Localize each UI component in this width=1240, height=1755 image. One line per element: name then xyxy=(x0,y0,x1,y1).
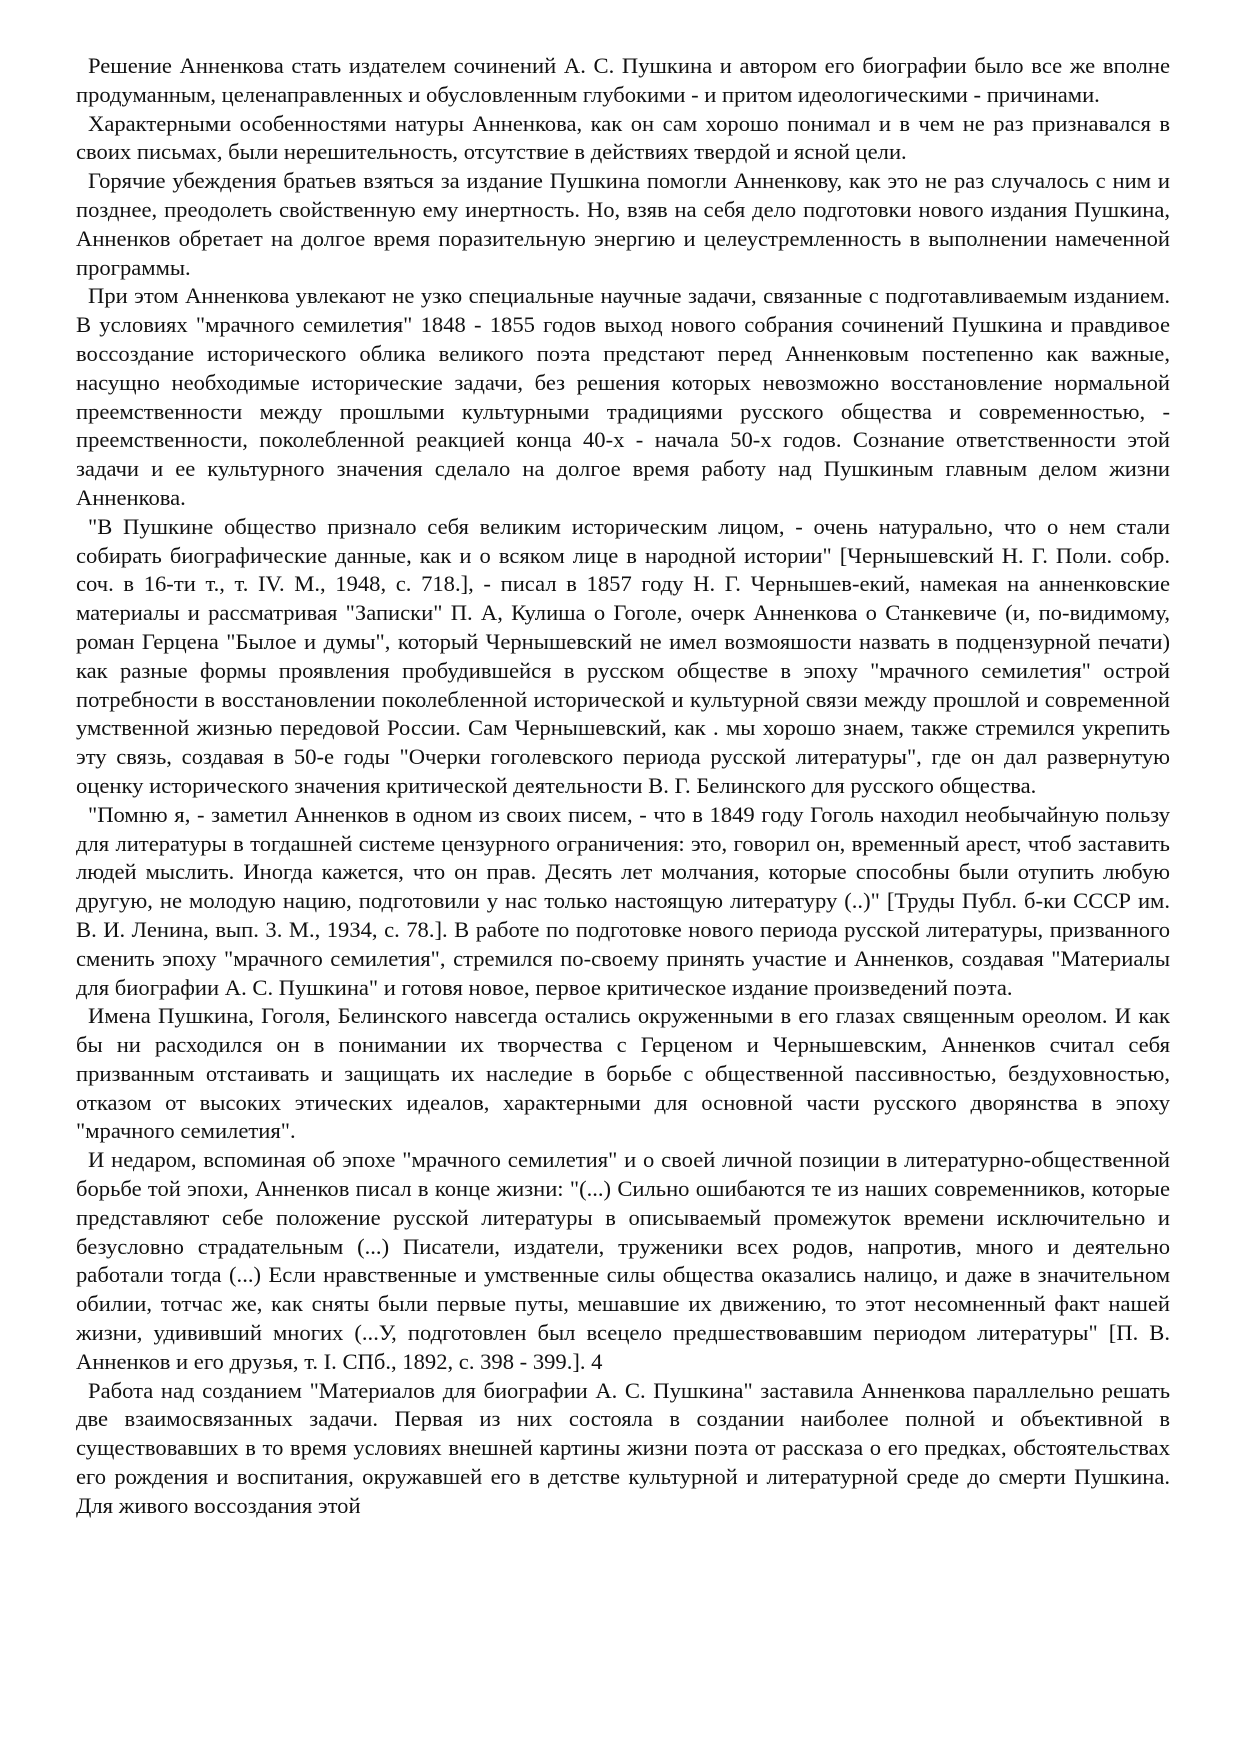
paragraph-7: Имена Пушкина, Гоголя, Белинского навсегда остались окруженными в его глазах священным ореолом. И как бы ни расходился он в понимании их творчества с Герценом и Чернышевским, Анненков считал себя призванным отстаивать и защищать их наследие в борьбе с общественной пассивностью, бездуховностью, отказом от высоких этических идеалов, характерными для основной части русского дворянства в эпоху "мрачного семилетия". xyxy=(76,1003,1170,1144)
paragraph-3: Горячие убеждения братьев взяться за издание Пушкина помогли Анненкову, как это не раз случалось с ним и позднее, преодолеть свойственную ему инертность. Но, взяв на себя дело подготовки нового издания Пушкина, Анненков обретает на долгое время поразительную энергию и целеустремленность в выполнении намеченной программы. xyxy=(76,168,1170,280)
paragraph-1: Решение Анненкова стать издателем сочинений А. С. Пушкина и автором его биографии было все же вполне продуманным, целенаправленных и обусловленным глубокими - и притом идеологическими - причинами. xyxy=(76,53,1170,107)
paragraph-5: "В Пушкине общество признало себя великим историческим лицом, - очень натурально, что о нем стали собирать биографические данные, как и о всяком лице в народной истории" [Чернышевский Н. Г. Поли. собр. соч. в 16-ти т., т. IV. М., 1948, с. 718.], - писал в 1857 году Н. Г. Чернышев-екий, намекая на анненковские материалы и рассматривая "Записки" П. А, Кулиша о Гоголе, очерк Анненкова о Станкевиче (и, по-видимому, роман Герцена "Былое и думы", который Чернышевский не имел возмояшости назвать в подцензурной печати) как разные формы проявления пробудившейся в русском обществе в эпоху "мрачного семилетия" острой потребности в восстановлении поколебленной исторической и культурной связи между прошлой и современной умственной жизнью передовой России. Сам Чернышевский, как . мы хорошо знаем, также стремился укрепить эту связь, создавая в 50-е годы "Очерки гоголевского периода русской литературы", где он дал развернутую оценку исторического значения критической деятельности В. Г. Белинского для русского общества. xyxy=(76,513,1170,798)
document-page xyxy=(76,52,1170,1521)
paragraph-2: Характерными особенностями натуры Анненкова, как он сам хорошо понимал и в чем не раз признавался в своих письмах, были нерешительность, отсутствие в действиях твердой и ясной цели. xyxy=(76,110,1170,165)
paragraph-6: "Помню я, - заметил Анненков в одном из своих писем, - что в 1849 году Гоголь находил необычайную пользу для литературы в тогдашней системе цензурного ограничения: это, говорил он, временный арест, чтоб заставить людей мыслить. Иногда кажется, что он прав. Десять лет молчания, которые способны были отупить любую другую, не молодую нацию, подготовили у нас только настоящую литературу (..)" [Труды Публ. б-ки СССР им. В. И. Ленина, вып. 3. М., 1934, с. 78.]. В работе по подготовке нового периода русской литературы, призванного сменить эпоху "мрачного семилетия", стремился по-своему принять участие и Анненков, создавая "Материалы для биографии А. С. Пушкина" и готовя новое, первое критическое издание произведений поэта. xyxy=(76,801,1170,1000)
paragraph-8: И недаром, вспоминая об эпохе "мрачного семилетия" и о своей личной позиции в литературно-общественной борьбе той эпохи, Анненков писал в конце жизни: "(...) Сильно ошибаются те из наших современников, которые представляют себе положение русской литературы в описываемый промежуток времени исключительно и безусловно страдательным (...) Писатели, издатели, труженики всех родов, напротив, много и деятельно работали тогда (...) Если нравственные и умственные силы общества оказались налицо, и даже в значительном обилии, тотчас же, как сняты были первые путы, мешавшие их движению, то этот несомненный факт нашей жизни, удививший многих (...У, подготовлен был всецело предшествовавшим периодом литературы" [П. В. Анненков и его друзья, т. I. СПб., 1892, с. 398 - 399.]. 4 xyxy=(76,1147,1170,1374)
paragraph-9: Работа над созданием "Материалов для биографии А. С. Пушкина" заставила Анненкова параллельно решать две взаимосвязанных задачи. Первая из них состояла в создании наиболее полной и объективной в существовавших в то время условиях внешней картины жизни поэта от рассказа о его предках, обстоятельствах его рождения и воспитания, окружавшей его в детстве культурной и литературной среде до смерти Пушкина. Для живого воссоздания этой xyxy=(76,1377,1170,1518)
paragraph-4: При этом Анненкова увлекают не узко специальные научные задачи, связанные с подготавливаемым изданием. В условиях "мрачного семилетия" 1848 - 1855 годов выход нового собрания сочинений Пушкина и правдивое воссоздание исторического облика великого поэта предстают перед Анненковым постепенно как важные, насущно необходимые исторические задачи, без решения которых невозможно восстановление нормальной преемственности между прошлыми культурными традициями русского общества и современностью, - преемственности, поколебленной реакцией конца 40-х - начала 50-х годов. Сознание ответственности этой задачи и ее культурного значения сделало на долгое время работу над Пушкиным главным делом жизни Анненкова. xyxy=(76,283,1170,510)
